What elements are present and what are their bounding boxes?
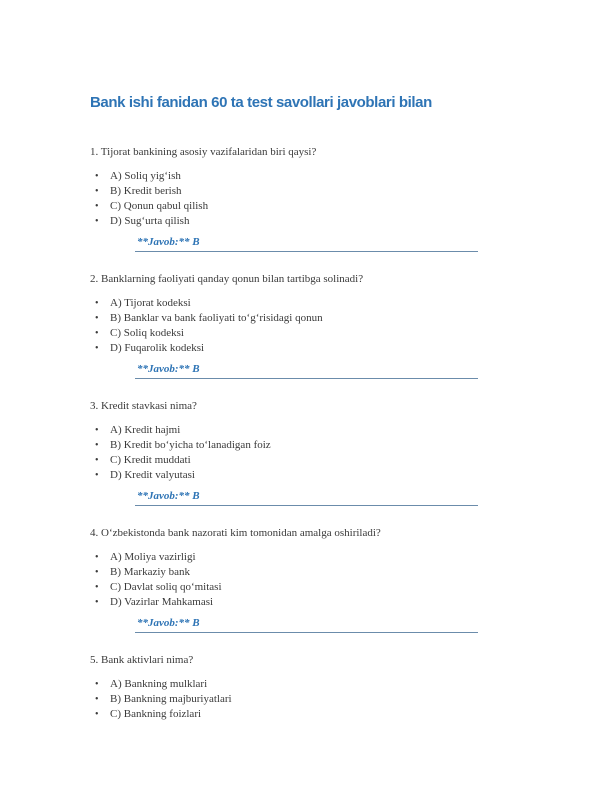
option-item	[90, 438, 524, 453]
bullet-icon: •	[95, 425, 99, 436]
option-label: D) Sug‘urta qilish	[110, 215, 190, 227]
option-label: B) Markaziy bank	[110, 566, 191, 578]
option-label: C) Qonun qabul qilish	[110, 200, 209, 212]
option-label: B) Kredit berish	[110, 185, 182, 197]
option-item	[90, 453, 524, 468]
option-item	[90, 326, 524, 341]
option-label: D) Kredit valyutasi	[110, 469, 195, 481]
question-text: 5. Bank aktivlari nima?	[90, 654, 194, 666]
option-label: A) Soliq yig‘ish	[110, 170, 181, 182]
option-item	[90, 595, 524, 610]
option-label: D) Vazirlar Mahkamasi	[110, 596, 214, 608]
question-block	[90, 145, 524, 252]
option-item	[90, 468, 524, 483]
document-title: Bank ishi fanidan 60 ta test savollari javoblari bilan	[90, 94, 432, 111]
bullet-icon: •	[95, 343, 99, 354]
option-item	[90, 692, 524, 707]
bullet-icon: •	[95, 216, 99, 227]
bullet-icon: •	[95, 597, 99, 608]
bullet-icon: •	[95, 552, 99, 563]
option-label: A) Kredit hajmi	[110, 424, 181, 436]
question-block	[90, 653, 524, 722]
bullet-icon: •	[95, 709, 99, 720]
bullet-icon: •	[95, 455, 99, 466]
options-list	[90, 296, 524, 356]
option-item	[90, 184, 524, 199]
option-label: B) Kredit bo‘yicha to‘lanadigan foiz	[110, 439, 271, 451]
option-label: B) Banklar va bank faoliyati to‘g‘risidagi qonun	[110, 312, 323, 324]
option-label: A) Moliya vazirligi	[110, 551, 196, 563]
options-list	[90, 423, 524, 483]
bullet-icon: •	[95, 440, 99, 451]
question-text: 3. Kredit stavkasi nima?	[90, 400, 197, 412]
option-label: C) Kredit muddati	[110, 454, 191, 466]
options-list	[90, 169, 524, 229]
answer-text: **Javob:** B	[135, 236, 478, 252]
question-block	[90, 399, 524, 506]
option-label: A) Bankning mulklari	[110, 678, 208, 690]
option-item	[90, 423, 524, 438]
bullet-icon: •	[95, 582, 99, 593]
answer-text: **Javob:** B	[135, 490, 478, 506]
question-block	[90, 526, 524, 633]
option-item	[90, 341, 524, 356]
question-text: 2. Banklarning faoliyati qanday qonun bilan tartibga solinadi?	[90, 273, 364, 285]
bullet-icon: •	[95, 186, 99, 197]
options-list	[90, 677, 524, 722]
question-text: 1. Tijorat bankining asosiy vazifalaridan biri qaysi?	[90, 146, 317, 158]
option-item	[90, 311, 524, 326]
question-block	[90, 272, 524, 379]
option-item	[90, 707, 524, 722]
bullet-icon: •	[95, 694, 99, 705]
option-item	[90, 565, 524, 580]
bullet-icon: •	[95, 171, 99, 182]
bullet-icon: •	[95, 328, 99, 339]
bullet-icon: •	[95, 679, 99, 690]
answer-text: **Javob:** B	[135, 363, 478, 379]
bullet-icon: •	[95, 470, 99, 481]
option-label: C) Soliq kodeksi	[110, 327, 184, 339]
option-label: C) Bankning foizlari	[110, 708, 202, 720]
bullet-icon: •	[95, 201, 99, 212]
option-item	[90, 580, 524, 595]
option-item	[90, 677, 524, 692]
option-item	[90, 199, 524, 214]
option-item	[90, 214, 524, 229]
option-label: D) Fuqarolik kodeksi	[110, 342, 205, 354]
question-text: 4. O‘zbekistonda bank nazorati kim tomonidan amalga oshiriladi?	[90, 527, 381, 539]
options-list	[90, 550, 524, 610]
bullet-icon: •	[95, 567, 99, 578]
answer-text: **Javob:** B	[135, 617, 478, 633]
option-label: A) Tijorat kodeksi	[110, 297, 191, 309]
option-item	[90, 296, 524, 311]
option-label: C) Davlat soliq qo‘mitasi	[110, 581, 222, 593]
option-item	[90, 169, 524, 184]
option-label: B) Bankning majburiyatlari	[110, 693, 232, 705]
option-item	[90, 550, 524, 565]
bullet-icon: •	[95, 313, 99, 324]
bullet-icon: •	[95, 298, 99, 309]
